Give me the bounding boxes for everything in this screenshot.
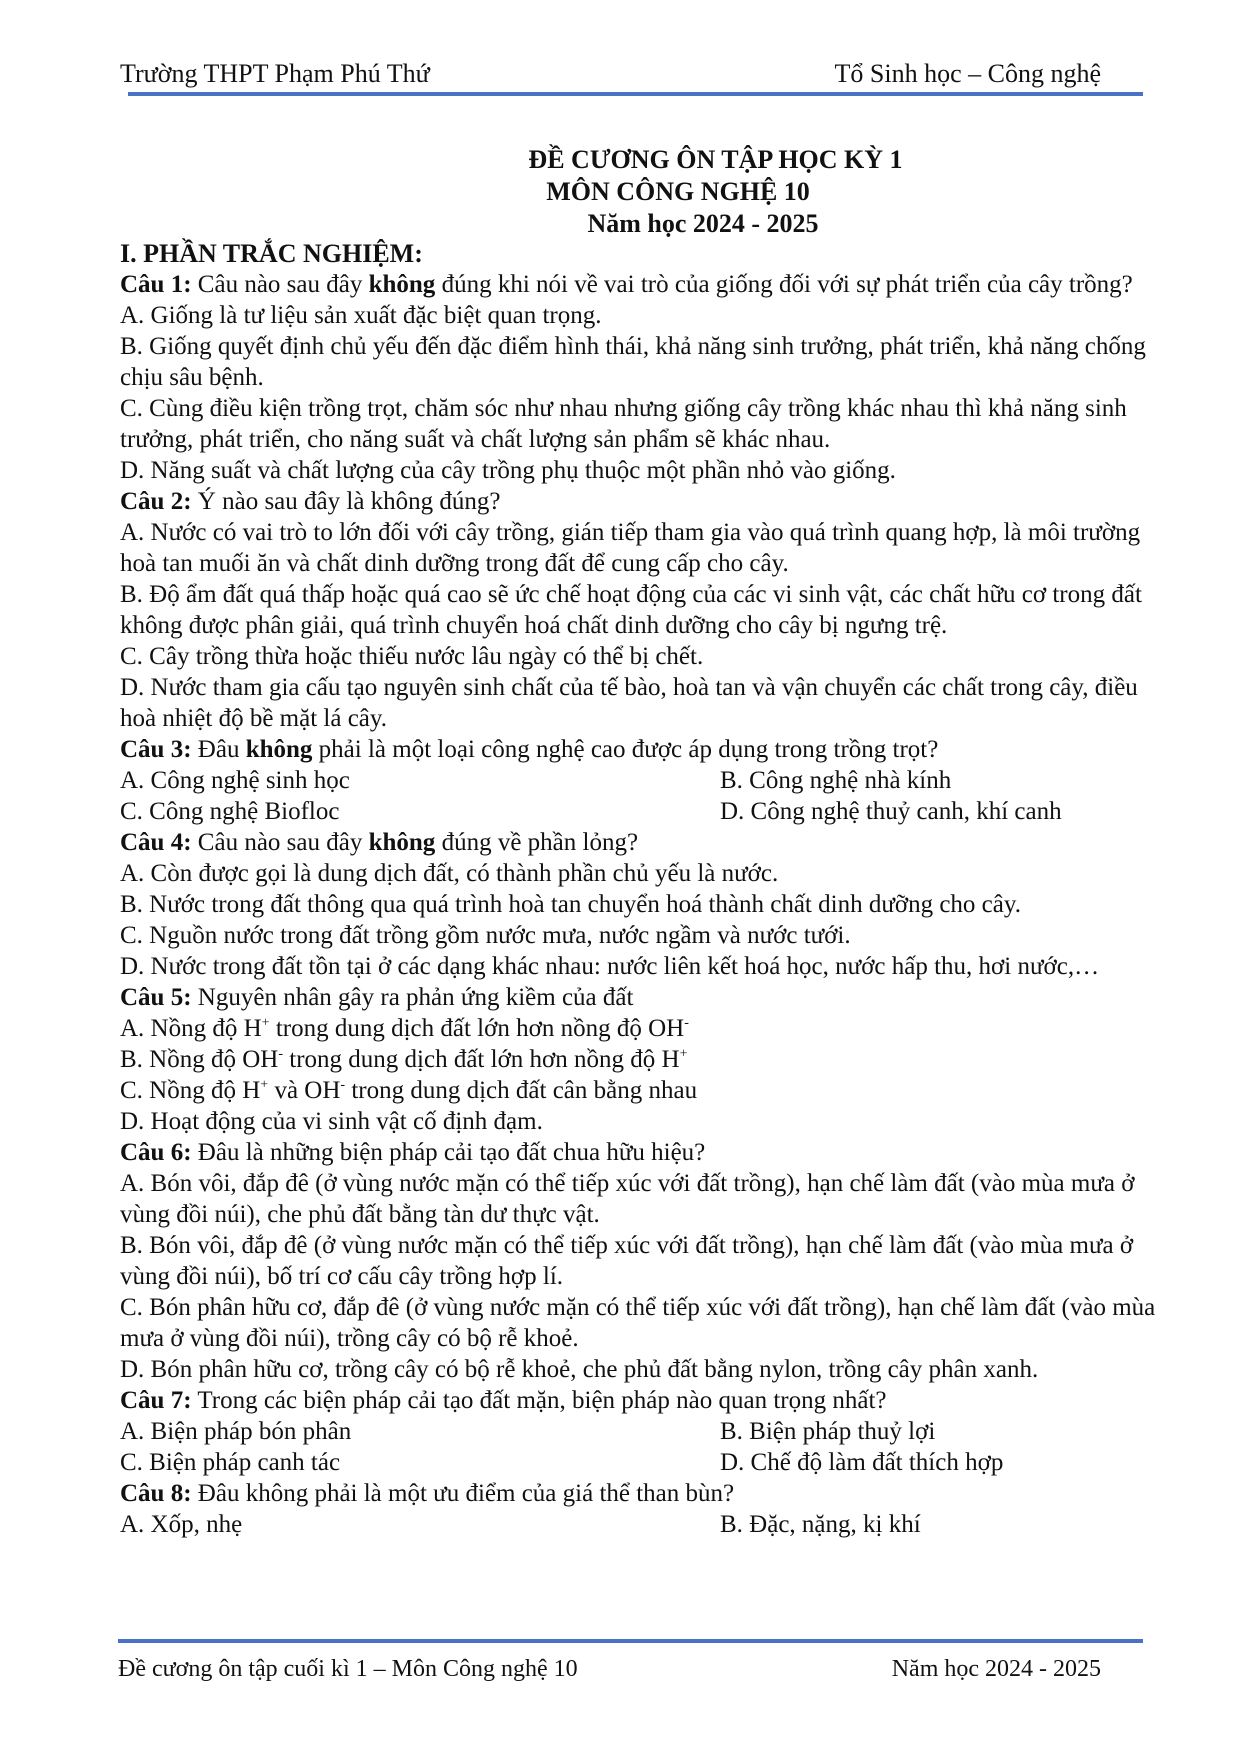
superscript: - [684, 1015, 689, 1031]
answer-option: A. Bón vôi, đắp đê (ở vùng nước mặn có thể tiếp xúc với đất trồng), hạn chế làm đất (vào mùa mưa ở vùng đồi núi), che phủ đất bằng tàn dư thực vật. [120, 1170, 1135, 1228]
answer-option: D. Chế độ làm đất thích hợp [720, 1449, 1004, 1476]
superscript: + [260, 1077, 269, 1093]
question-text: phải là một loại công nghệ cao được áp dụng trong trồng trọt? [312, 736, 939, 763]
question-label: Câu 7: [120, 1387, 192, 1414]
question-label: Câu 3: [120, 736, 192, 763]
answer-row [120, 1509, 1160, 1540]
question-5 [120, 982, 1160, 1013]
answer-option: A. Còn được gọi là dung dịch đất, có thành phần chủ yếu là nước. [120, 860, 779, 887]
answer-option: B. Bón vôi, đắp đê (ở vùng nước mặn có thể tiếp xúc với đất trồng), hạn chế làm đất (vào mùa mưa ở vùng đồi núi), bố trí cơ cấu cây trồng hợp lí. [120, 1232, 1134, 1290]
answer-option: B. Công nghệ nhà kính [720, 767, 952, 794]
footer-year: Năm học 2024 - 2025 [891, 1656, 1101, 1682]
answer-text: C. Nồng độ H [120, 1077, 261, 1104]
question-label: Câu 4: [120, 829, 192, 856]
answer-option [120, 1044, 1160, 1075]
section-heading: I. PHẦN TRẮC NGHIỆM: [120, 239, 423, 268]
answer-option: A. Công nghệ sinh học [120, 767, 350, 794]
title-block [0, 144, 1241, 240]
title-line-1: ĐỀ CƯƠNG ÔN TẬP HỌC KỲ 1 [528, 145, 903, 174]
answer-option: C. Công nghệ Biofloc [120, 798, 340, 825]
question-7 [120, 1385, 1160, 1416]
question-text: Câu nào sau đây [191, 271, 369, 298]
answer-text: trong dung dịch đất lớn hơn nồng độ H [283, 1046, 680, 1073]
answer-option: A. Nước có vai trò to lớn đối với cây trồng, gián tiếp tham gia vào quá trình quang hợp, là môi trường hoà tan muối ăn và chất dinh dưỡng trong đất để cung cấp cho cây. [120, 519, 1141, 577]
question-label: Câu 6: [120, 1139, 192, 1166]
answer-option: A. Biện pháp bón phân [120, 1418, 352, 1445]
superscript: + [261, 1015, 270, 1031]
answer-option: D. Năng suất và chất lượng của cây trồng phụ thuộc một phần nhỏ vào giống. [120, 457, 896, 484]
superscript: - [340, 1077, 346, 1093]
answer-option: A. Giống là tư liệu sản xuất đặc biệt quan trọng. [120, 302, 602, 329]
answer-option: B. Độ ẩm đất quá thấp hoặc quá cao sẽ ức chế hoạt động của các vi sinh vật, các chất hữu cơ trong đất không được phân giải, quá trình chuyển hoá chất dinh dưỡng cho cây bị ngưng trệ. [120, 581, 1142, 639]
question-text: Đâu [191, 736, 246, 763]
title-line-3: Năm học 2024 - 2025 [587, 209, 819, 238]
question-text: Đâu là những biện pháp cải tạo đất chua hữu hiệu? [191, 1139, 706, 1166]
answer-option [120, 1075, 1160, 1106]
answer-option: C. Bón phân hữu cơ, đắp đê (ở vùng nước mặn có thể tiếp xúc với đất trồng), hạn chế làm đất (vào mùa mưa ở vùng đồi núi), trồng cây có bộ rễ khoẻ. [120, 1294, 1156, 1352]
question-3 [120, 734, 1160, 765]
question-4 [120, 827, 1160, 858]
question-2 [120, 486, 1160, 517]
answer-text: trong dung dịch đất cân bằng nhau [345, 1077, 698, 1104]
answer-row [120, 1416, 1160, 1447]
emphasis: không [368, 829, 436, 856]
emphasis: không [245, 736, 313, 763]
answer-option: D. Công nghệ thuỷ canh, khí canh [720, 798, 1062, 825]
answer-option: B. Đặc, nặng, kị khí [720, 1511, 921, 1538]
answer-option [120, 1013, 1160, 1044]
footer-title: Đề cương ôn tập cuối kì 1 – Môn Công nghệ 10 [118, 1656, 578, 1682]
question-list [120, 238, 1160, 1540]
question-text: đúng về phần lỏng? [435, 829, 639, 856]
answer-row [120, 796, 1160, 827]
answer-row [120, 765, 1160, 796]
title-line-2: MÔN CÔNG NGHỆ 10 [546, 177, 810, 206]
question-label: Câu 5: [120, 984, 192, 1011]
question-1 [120, 269, 1160, 300]
question-text: Đâu không phải là một ưu điểm của giá thể than bùn? [191, 1480, 735, 1507]
answer-option: A. Xốp, nhẹ [120, 1511, 243, 1538]
answer-option: C. Cùng điều kiện trồng trọt, chăm sóc như nhau nhưng giống cây trồng khác nhau thì khả năng sinh trưởng, phát triển, cho năng suất và chất lượng sản phẩm sẽ khác nhau. [120, 395, 1127, 453]
header-department: Tổ Sinh học – Công nghệ [834, 59, 1101, 88]
header-school: Trường THPT Phạm Phú Thứ [120, 59, 430, 88]
question-8 [120, 1478, 1160, 1509]
question-text: đúng khi nói về vai trò của giống đối với sự phát triển của cây trồng? [435, 271, 1133, 298]
question-label: Câu 8: [120, 1480, 192, 1507]
question-text: Nguyên nhân gây ra phản ứng kiềm của đất [191, 984, 634, 1011]
answer-option: B. Biện pháp thuỷ lợi [720, 1418, 936, 1445]
answer-option: C. Nguồn nước trong đất trồng gồm nước mưa, nước ngầm và nước tưới. [120, 922, 851, 949]
answer-option: D. Nước trong đất tồn tại ở các dạng khác nhau: nước liên kết hoá học, nước hấp thu, hơi nước,… [120, 953, 1100, 980]
answer-text: và OH [268, 1077, 341, 1104]
answer-text: A. Nồng độ H [120, 1015, 262, 1042]
header-rule [128, 92, 1143, 96]
answer-option: D. Bón phân hữu cơ, trồng cây có bộ rễ khoẻ, che phủ đất bằng nylon, trồng cây phân xanh. [120, 1356, 1039, 1383]
answer-option: C. Cây trồng thừa hoặc thiếu nước lâu ngày có thể bị chết. [120, 643, 704, 670]
footer-rule [118, 1639, 1143, 1643]
question-6 [120, 1137, 1160, 1168]
superscript: + [679, 1046, 688, 1062]
answer-option: B. Nước trong đất thông qua quá trình hoà tan chuyển hoá thành chất dinh dưỡng cho cây. [120, 891, 1022, 918]
emphasis: không [368, 271, 436, 298]
answer-text: trong dung dịch đất lớn hơn nồng độ OH [269, 1015, 685, 1042]
question-text: Ý nào sau đây là không đúng? [191, 488, 501, 515]
answer-option: D. Nước tham gia cấu tạo nguyên sinh chất của tế bào, hoà tan và vận chuyển các chất trong cây, điều hoà nhiệt độ bề mặt lá cây. [120, 674, 1138, 732]
question-text: Trong các biện pháp cải tạo đất mặn, biện pháp nào quan trọng nhất? [191, 1387, 887, 1414]
answer-option: B. Giống quyết định chủ yếu đến đặc điểm hình thái, khả năng sinh trưởng, phát triển, khả năng chống chịu sâu bệnh. [120, 333, 1146, 391]
answer-row [120, 1447, 1160, 1478]
question-label: Câu 2: [120, 488, 192, 515]
question-text: Câu nào sau đây [191, 829, 369, 856]
answer-option: D. Hoạt động của vi sinh vật cố định đạm. [120, 1108, 543, 1135]
answer-option: C. Biện pháp canh tác [120, 1449, 341, 1476]
superscript: - [278, 1046, 284, 1062]
question-label: Câu 1: [120, 271, 192, 298]
answer-text: B. Nồng độ OH [120, 1046, 279, 1073]
